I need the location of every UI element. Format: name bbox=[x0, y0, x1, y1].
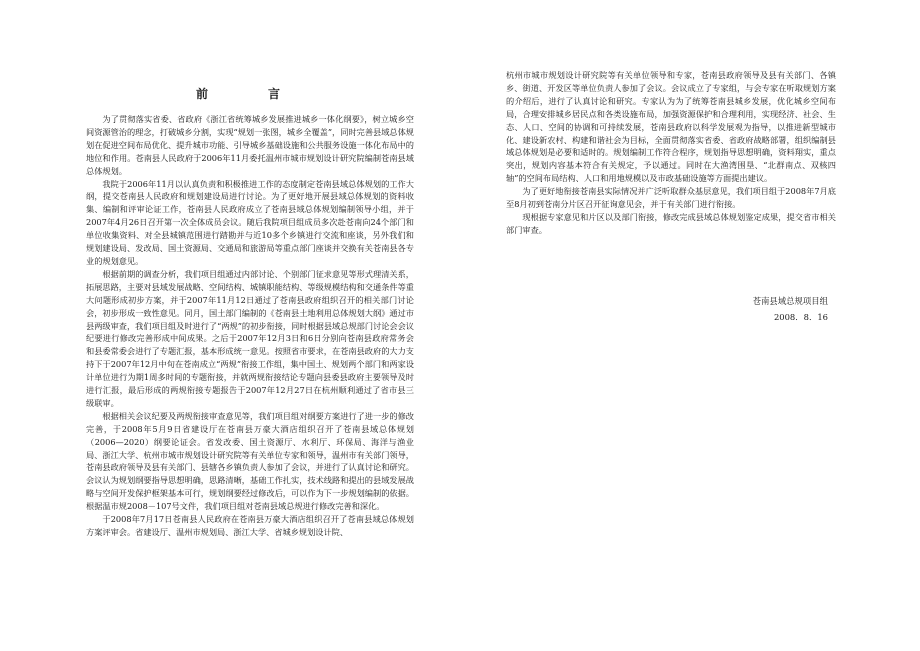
paragraph-6: 为了更好地衔接苍南县实际情况并广泛听取群众基层意见，我们项目组于2008年7月底至8月初到苍南分片区召开征询意见会，并于有关部门进行衔接。 bbox=[506, 186, 836, 210]
paragraph-2: 我院于2006年11月以认真负责和积极推进工作的态度制定苍南县域总体规划的工作大纲，提交苍南县人民政府和规划建设局进行讨论。为了更好地开展县域总体规划的资料收集、编制和评审论证工作，苍南县人民政府成立了苍南县域总体规划编制领导小组，并于2007年4月26日召开第一次全体成员会议。随后我院项目组成员多次赴苍南向24个部门和单位收集资料、对全县城镇范围进行踏勘并与近10多个乡镇进行交流和座谈，另外我们和规划建设局、发改局、国土资源局、交通局和旅游局等重点部门座谈并交换有关苍南县各专业的规划意见。 bbox=[86, 178, 414, 266]
left-body-text bbox=[86, 113, 414, 539]
paragraph-4: 根据相关会议纪要及两规衔接审查意见等，我们项目组对纲要方案进行了进一步的修改完善，于2008年5月9日省建设厅在苍南县万豪大酒店组织召开了苍南县域总体规划（2006—2020）纲要论证会。省发改委、国土资源厅、水利厅、环保局、海洋与渔业局、浙江大学、杭州市城市规划设计研究院等有关单位专家和领导，温州市有关部门领导，苍南县政府领导及县有关部门、县辖各乡镇负责人参加了会议，并进行了认真讨论和研究。会议认为规划纲要指导思想明确，思路清晰，基础工作扎实，技术线路和提出的县域发展战略与空间开发保护框架基本可行，规划纲要经过修改后，可以作为下一步规划编制的依据。根据温市规2008－107号文件，我们项目组对苍南县域总规进行修改完善和深化。 bbox=[86, 410, 414, 512]
paragraph-7: 现根据专家意见和片区以及部门衔接，修改完成县域总体规划鉴定成果，提交省市相关部门审查。 bbox=[506, 211, 836, 235]
paragraph-1: 为了贯彻落实省委、省政府《浙江省统筹城乡发展推进城乡一体化纲要》，树立城乡空间资源管治的理念，打破城乡分割，实现“规划一张图，城乡全覆盖”，同时完善县域总体规划在促进空间布局优化、提升城市功能、引导城乡基础设施和公共服务设施一体化布局中的地位和作用。苍南县人民政府于2006年11月委托温州市城市规划设计研究院编制苍南县域总体规划。 bbox=[86, 114, 414, 176]
signature-org: 苍南县域总规项目组 bbox=[752, 296, 828, 306]
paragraph-5: 于2008年7月17日苍南县人民政府在苍南县万豪大酒店组织召开了苍南县域总体规划方案评审会。省建设厅、温州市规划局、浙江大学、省城乡规划设计院、 bbox=[86, 514, 414, 537]
right-body-text bbox=[506, 69, 836, 237]
page-title: 前 言 bbox=[195, 87, 304, 101]
paragraph-3: 根据前期的调查分析，我们项目组通过内部讨论、个别部门征求意见等形式理清关系，拓展思路，主要对县域发展战略、空间结构、城镇职能结构、等级规模结构和交通条件等重大问题形成初步方案，并于2007年11月12日通过了苍南县政府组织召开的相关部门讨论会，初步形成一致性意见。同月，国土部门编制的《苍南县土地利用总体规划大纲》通过市县两级审查，我们项目组及时进行了“两规”的初步衔接，同时根据县域总规部门讨论会会议纪要进行修改完善形成中间成果。之后于2007年12月3日和6日分别向苍南县政府常务会和县委常委会进行了专题汇报，基本形成统一意见。按照省市要求，在苍南县政府的大力支持下于2007年12月中旬在苍南成立“两规”衔接工作组，集中国土、规划两个部门和两家设计单位进行为期1周多时间的专题衔接，并就两规衔接结论专题向县委县政府主要领导及时进行汇报，最后形成的两规衔接专题报告于2007年12月27日在杭州顺利通过了省市县三级联审。 bbox=[86, 268, 414, 408]
paragraph-continued: 杭州市城市规划设计研究院等有关单位领导和专家，苍南县政府领导及县有关部门、各镇乡、街道、开发区等单位负责人参加了会议。会议成立了专家组，与会专家在听取规划方案的介绍后，进行了认真讨论和研究。专家认为为了统筹苍南县城乡发展，优化城乡空间布局，合理安排城乡居民点和各类设施布局，加强资源保护和合理利用，实现经济、社会、生态、人口、空间的协调和可持续发展，苍南县政府以科学发展观为指导，以推进新型城市化、建设新农村、构建和谐社会为目标，全面贯彻落实省委、省政府战略部署，组织编制县域总体规划是必要和适时的。规划编制工作符合程序，规划指导思想明确，资料翔实，重点突出，规划内容基本符合有关规定，予以通过。同时在大渔湾围垦、“北群南点、双核四轴”的空间布局结构、人口和用地规模以及市政基础设施等方面提出建议。 bbox=[506, 70, 836, 184]
signature-date: 2008．8．16 bbox=[773, 312, 828, 322]
